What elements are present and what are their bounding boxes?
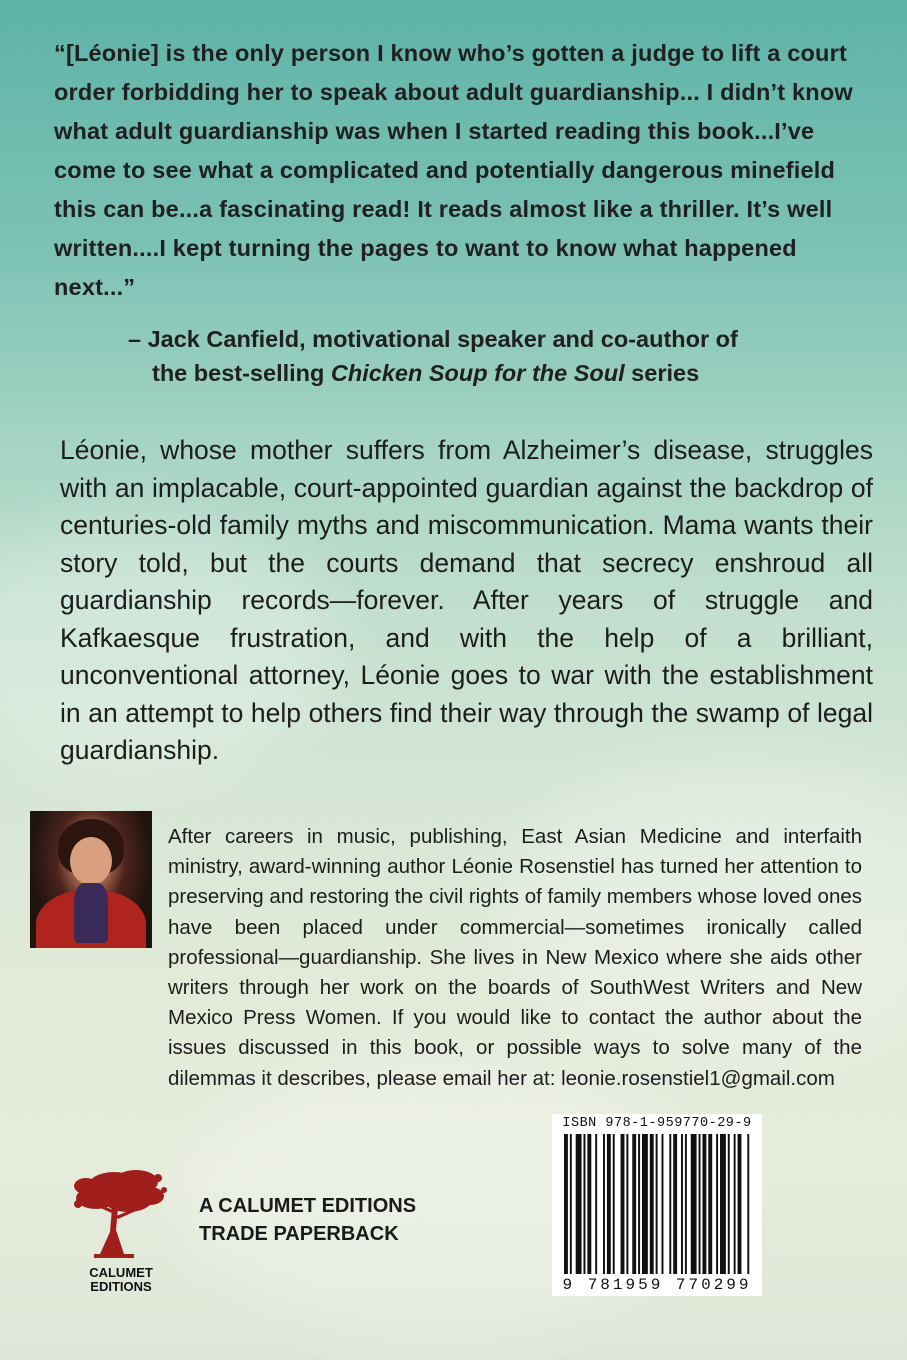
- attribution-book-title: Chicken Soup for the Soul: [330, 360, 625, 386]
- barcode-bar: [699, 1134, 701, 1274]
- barcode-bar: [702, 1134, 706, 1274]
- barcode-bar: [747, 1134, 749, 1274]
- barcode-bar: [662, 1134, 664, 1274]
- barcode-bar: [570, 1134, 572, 1274]
- publisher-logo: [66, 1164, 176, 1294]
- barcode-bar: [691, 1134, 697, 1274]
- isbn-barcode: [552, 1114, 762, 1296]
- barcode-bar: [720, 1134, 726, 1274]
- barcode-bar: [603, 1134, 605, 1274]
- barcode-bar: [576, 1134, 582, 1274]
- barcode-bar: [734, 1134, 736, 1274]
- logo-line-1: CALUMET: [89, 1265, 153, 1280]
- imprint-line-1: A CALUMET EDITIONS: [199, 1195, 417, 1217]
- tree-icon: [66, 1164, 176, 1264]
- isbn-number: ISBN 978-1-959770-29-9: [562, 1116, 752, 1131]
- quote-text: “[Léonie] is the only person I know who’s gotten a judge to lift a court order forbidding her to speak about adult guardianship... I didn’t know what adult guardianship was when I started reading this book...I’ve come to see what a complicated and potentially dangerous minefield this can be...a fascinating read! It reads almost like a thriller. It’s well written....I kept turning the pages to want to know what happened next...”: [54, 40, 853, 300]
- barcode-bar: [607, 1134, 611, 1274]
- barcode-bar: [728, 1134, 730, 1274]
- barcode-bar: [669, 1134, 671, 1274]
- barcode-bar: [632, 1134, 636, 1274]
- logo-line-2: EDITIONS: [90, 1279, 152, 1294]
- barcode-bar: [595, 1134, 597, 1274]
- barcode-bar: [642, 1134, 648, 1274]
- author-photo: [30, 811, 152, 948]
- imprint-line-2: TRADE PAPERBACK: [199, 1223, 399, 1245]
- endorsement-quote: [54, 34, 864, 307]
- attribution-prefix: the best-selling: [152, 360, 331, 386]
- barcode-bar: [716, 1134, 718, 1274]
- barcode-bar: [738, 1134, 742, 1274]
- barcode-bar: [564, 1134, 568, 1274]
- barcode-bar: [626, 1134, 628, 1274]
- book-synopsis: Léonie, whose mother suffers from Alzheimer’s disease, struggles with an implacable, court-appointed guardian against the backdrop of centuries-old family myths and miscommunication. Mama wants their story told, but the courts demand that secrecy enshroud all guardianship records—forever. After years of struggle and Kafkaesque frustration, and with the help of a brilliant, unconventional attorney, Léonie goes to war with the establishment in an attempt to help others find their way through the swamp of legal guardianship.: [60, 435, 873, 765]
- barcode-bar: [656, 1134, 658, 1274]
- attribution-line-1: – Jack Canfield, motivational speaker and co-author of: [128, 326, 738, 352]
- barcode-bar: [685, 1134, 687, 1274]
- barcode-bars: [562, 1134, 752, 1276]
- barcode-bar: [587, 1134, 591, 1274]
- attribution-suffix: series: [624, 360, 700, 386]
- logo-wordmark: [66, 1266, 176, 1294]
- barcode-bar: [673, 1134, 677, 1274]
- quote-attribution: [128, 322, 848, 390]
- imprint-label: [199, 1192, 416, 1248]
- barcode-bar: [584, 1134, 586, 1274]
- barcode-bar: [638, 1134, 640, 1274]
- attribution-line-2: [128, 356, 848, 390]
- barcode-bar: [681, 1134, 683, 1274]
- barcode-digits: 9 781959 770299: [562, 1276, 752, 1294]
- barcode-bar: [650, 1134, 654, 1274]
- barcode-bar: [613, 1134, 615, 1274]
- barcode-bar: [708, 1134, 712, 1274]
- barcode-bar: [621, 1134, 625, 1274]
- author-bio: After careers in music, publishing, East Asian Medicine and interfaith ministry, award-winning author Léonie Rosenstiel has turned her attention to preserving and restoring the civil rights of family members whose loved ones have been placed under commercial—sometimes ironically called professional—guardianship. She lives in New Mexico where she aids other writers through her work on the boards of SouthWest Writers and New Mexico Press Women. If you would like to contact the author about the issues discussed in this book, or possible ways to solve many of the dilemmas it describes, please email her at: leonie.rosenstiel1@gmail.com: [168, 825, 862, 1090]
